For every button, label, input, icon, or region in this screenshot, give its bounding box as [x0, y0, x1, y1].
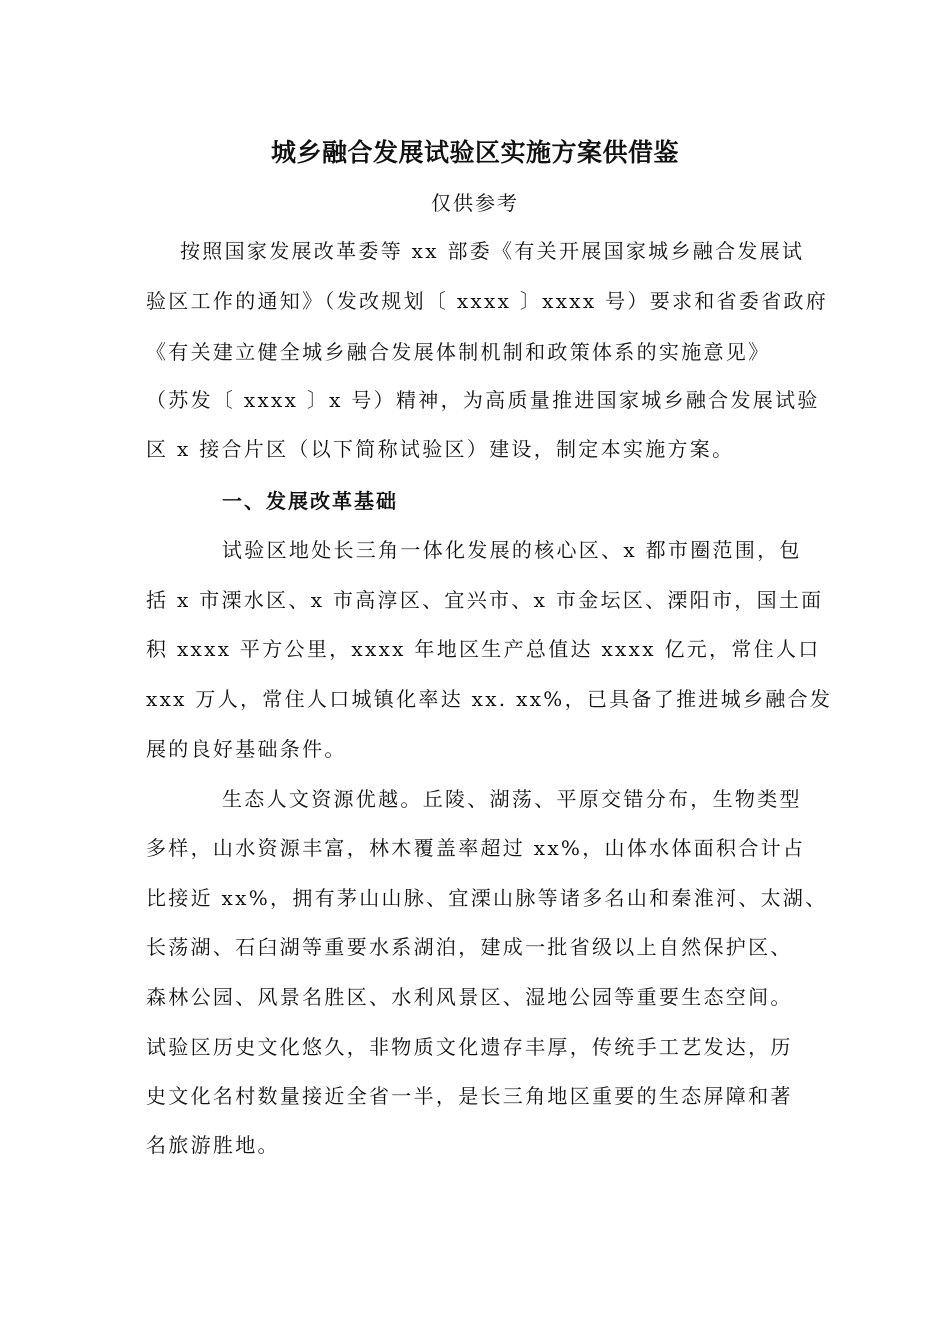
- intro-line: 按照国家发展改革委等 xx 部委《有关开展国家城乡融合发展试: [180, 239, 805, 263]
- paragraph-line: 积 xxxx 平方公里，xxxx 年地区生产总值达 xxxx 亿元，常住人口: [146, 637, 821, 661]
- paragraph-line: 森林公园、风景名胜区、水利风景区、湿地公园等重要生态空间。: [146, 985, 793, 1009]
- section-heading: 一、发展改革基础: [222, 489, 398, 513]
- paragraph-line: 括 x 市溧水区、x 市高淳区、宜兴市、x 市金坛区、溧阳市，国土面: [146, 588, 824, 612]
- intro-line: 《有关建立健全城乡融合发展体制机制和政策体系的实施意见》: [146, 340, 771, 364]
- paragraph-line: 比接近 xx%，拥有茅山山脉、宜溧山脉等诸多名山和秦淮河、太湖、: [146, 886, 828, 910]
- document-subtitle: 仅供参考: [431, 191, 519, 215]
- paragraph-line: xxx 万人，常住人口城镇化率达 xx. xx%，已具备了推进城乡融合发: [146, 687, 833, 711]
- paragraph-line: 长荡湖、石臼湖等重要水系湖泊，建成一批省级以上自然保护区、: [146, 935, 793, 959]
- paragraph-line: 名旅游胜地。: [146, 1133, 280, 1157]
- paragraph-line: 试验区地处长三角一体化发展的核心区、x 都市圈范围，包: [222, 538, 802, 562]
- paragraph-line: 多样，山水资源丰富，林木覆盖率超过 xx%，山体水体面积合计占: [146, 836, 806, 860]
- intro-line: 区 x 接合片区（以下简称试验区）建设，制定本实施方案。: [146, 437, 735, 461]
- paragraph-line: 试验区历史文化悠久，非物质文化遗存丰厚，传统手工艺发达，历: [146, 1035, 793, 1059]
- intro-line: 验区工作的通知》（发改规划〔 xxxx 〕xxxx 号）要求和省委省政府: [146, 289, 829, 313]
- intro-line: （苏发〔 xxxx 〕x 号）精神，为高质量推进国家城乡融合发展试验: [146, 388, 820, 412]
- document-title: 城乡融合发展试验区实施方案供借鉴: [270, 138, 679, 167]
- paragraph-line: 展的良好基础条件。: [146, 737, 347, 761]
- paragraph-line: 生态人文资源优越。丘陵、湖荡、平原交错分布，生物类型: [222, 787, 802, 811]
- paragraph-line: 史文化名村数量接近全省一半，是长三角地区重要的生态屏障和著: [146, 1084, 793, 1108]
